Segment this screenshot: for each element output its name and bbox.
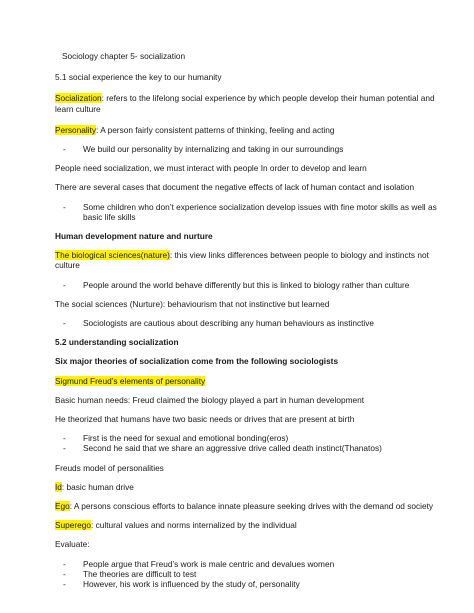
document-title: Sociology chapter 5- socialization [62, 51, 186, 61]
socialization-def-line2: learn culture [55, 103, 101, 114]
freud-model-line: Freuds model of personalities [55, 462, 164, 473]
bullet-list-children [55, 201, 437, 222]
list-item: - The theories are difficult to test [55, 569, 434, 579]
two-drives-line: He theorized that humans have two basic needs or drives that are present at birth [55, 414, 355, 425]
list-item: - People around the world behave differently but this is linked to biology rather than culture [55, 280, 434, 290]
list-item: - However, his work is influenced by the study of, personality [55, 579, 434, 589]
personality-definition [55, 125, 434, 135]
cases-line: There are several cases that document the negative effects of lack of human contact and isolation [55, 182, 415, 193]
bullet-list-biology [55, 280, 434, 290]
personality-def: : A person fairly consistent patterns of thinking, feeling and acting [96, 124, 335, 135]
freud-heading-text: Sigmund Freud’s elements of personality [55, 375, 206, 386]
id-term: Id [55, 481, 62, 492]
socialization-definition [55, 93, 434, 103]
basic-needs-line: Basic human needs: Freud claimed the biology played a part in human development [55, 394, 365, 405]
biological-sciences-term: The biological sciences(nature) [55, 250, 170, 261]
socialization-term: Socialization [55, 93, 102, 104]
superego-definition [55, 520, 434, 530]
nature-nurture-heading: Human development nature and nurture [55, 231, 213, 242]
need-socialization-line: People need socialization, we must interact with people In order to develop and learn [55, 163, 367, 174]
list-item: - Sociologists are cautious about describing any human behaviours as instinctive [55, 318, 434, 328]
biological-sciences-def-line1: : this view links differences between people to biology and instincts not [169, 250, 429, 261]
ego-definition [55, 501, 434, 511]
section-heading-5-2: 5.2 understanding socialization [55, 337, 179, 348]
list-item [55, 201, 437, 222]
children-bullet-line2: basic life skills [83, 211, 136, 222]
bullet-list-personality [55, 144, 434, 154]
six-theories-heading: Six major theories of socialization come from the following sociologists [55, 356, 339, 367]
biological-sciences-def-line2: culture [55, 260, 80, 271]
socialization-def-line1: : refers to the lifelong social experience by which people develop their human potential and [101, 93, 435, 104]
bullet-list-evaluate [55, 559, 434, 590]
list-item: - Second he said that we share an aggressive drive called death instinct(Thanatos) [55, 443, 434, 453]
bullet-list-social-sciences [55, 318, 434, 328]
ego-def: : A persons conscious efforts to balance innate pleasure seeking drives with the demand od society [69, 501, 434, 512]
list-item: - We build our personality by internalizing and taking in our surroundings [55, 144, 434, 154]
id-def: : basic human drive [61, 481, 134, 492]
social-sciences-line: The social sciences (Nurture): behaviourism that not instinctive but learned [55, 298, 330, 309]
list-item: - First is the need for sexual and emotional bonding(eros) [55, 433, 434, 443]
superego-term: Superego [55, 520, 91, 531]
children-bullet-line1: Some children who don’t experience socialization develop issues with fine motor skills as well as [83, 201, 437, 212]
list-item: - People argue that Freud’s work is male centric and devalues women [55, 559, 434, 569]
personality-term: Personality [55, 124, 97, 135]
id-definition [55, 482, 434, 492]
biological-sciences-definition [55, 250, 434, 260]
section-heading-5-1: 5.1 social experience the key to our humanity [55, 72, 222, 83]
superego-def: : cultural values and norms internalized by the individual [90, 520, 297, 531]
evaluate-label: Evaluate: [55, 539, 90, 550]
ego-term: Ego [55, 501, 70, 512]
bullet-list-drives [55, 433, 434, 453]
freud-heading [55, 376, 434, 386]
